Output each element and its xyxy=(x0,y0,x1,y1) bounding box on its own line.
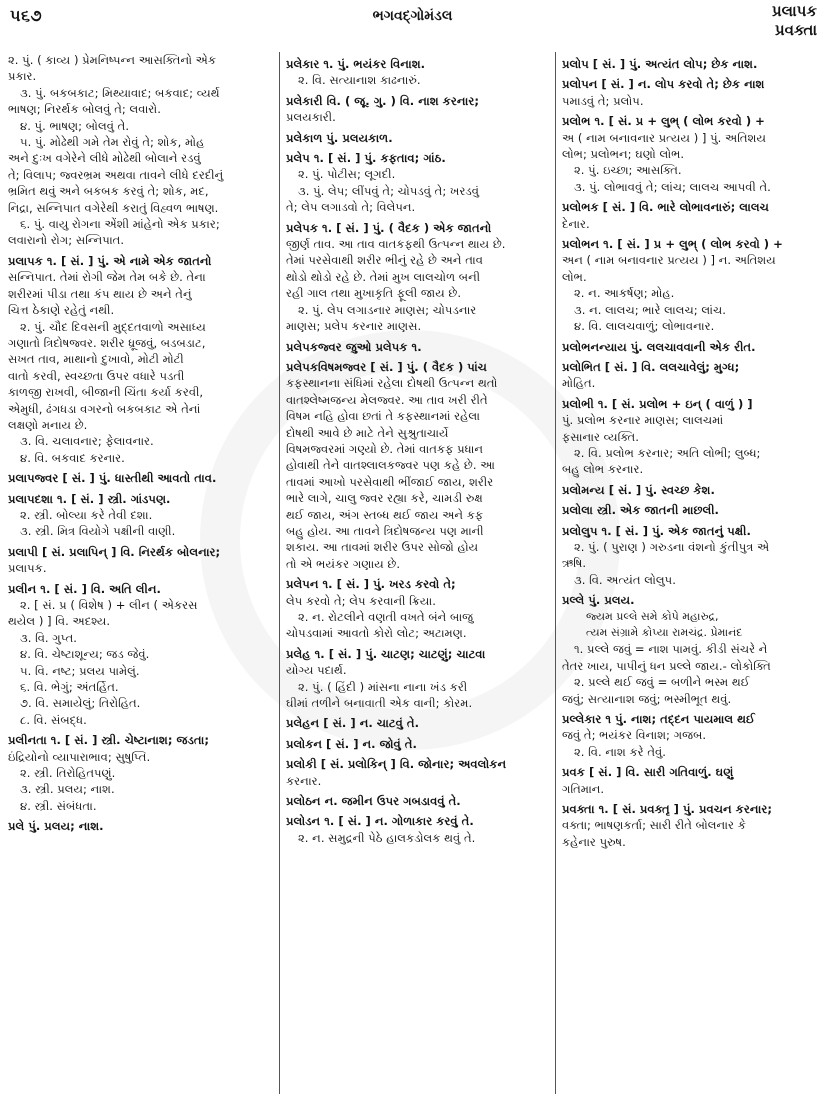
entry-headword-line: પ્રલોભ ૧. [ સં. પ્ર + લુભ્ ( લોભ કરવો ) + xyxy=(562,114,765,129)
entry-line: લક્ષણો મનાય છે. xyxy=(8,417,88,432)
entry-headword-line: પ્રલોભક [ સં. ] વિ. ભારે લોભાવનારું; લાલચ xyxy=(562,200,769,215)
guide-word-first: પ્રલાપક xyxy=(771,2,817,20)
entry-line: બહુ હોય. આ તાવને ત્રિદોષજન્ય પણ માની xyxy=(286,523,484,538)
entry-headword-line: પ્રલ્લેકાર ૧ પું. નાશ; તદ્દન પાયમાલ થઈ xyxy=(562,712,755,727)
sense-line: ૩. વિ. ચલાવનાર; ફેલાવનાર. xyxy=(20,434,154,449)
entry-headword-line: પ્રલોઠન ન. જમીન ઉપર ગબડાવવું તે. xyxy=(286,794,461,809)
entry-line: વાતશ્લેષ્મજન્ય મેલજ્વર. આ તાવ ખરી રીતે xyxy=(286,392,488,407)
entry-line: પ્રલયકારી. xyxy=(286,110,336,125)
entry-line: થઈ જાય, અંગ સ્તબ્ધ થઈ જાય અને કફ xyxy=(286,507,484,522)
entry-headword-line: પ્રલેપકજ્વર જુઓ પ્રલેપક ૧. xyxy=(286,339,422,354)
sense-line: ૧. પ્રલ્લે જવું = નાશ પામવું. કીડી સંચરે ને xyxy=(574,642,768,657)
entry-line: તેમાં પરસેવાથી શરીર ભીનું રહે છે અને તાવ xyxy=(286,253,483,268)
entry-line: અન ( નામ બનાવનાર પ્રત્યય ) ] ન. અતિશય xyxy=(562,253,776,268)
entry-headword-line: પ્રલોકી [ સં. પ્રલોકિન્ ] વિ. જોનાર; અવલોકન xyxy=(286,757,507,772)
entry-line: દેનાર. xyxy=(562,216,590,231)
dictionary-column-2 xyxy=(286,52,550,1098)
entry-line: ભાષણ; નિરર્થક બોલવું તે; લવારો. xyxy=(8,102,161,117)
sense-line: ૨. વિ. સત્યાનાશ કાઢનારું. xyxy=(298,73,421,88)
guide-words xyxy=(772,2,817,40)
entry-headword-line: પ્રલોમન્ય [ સં. ] પું. સ્વચ્છ કેશ. xyxy=(562,482,715,497)
entry-line: યોગ્ય પદાર્થ. xyxy=(286,663,347,678)
entry-headword-line: પ્રલેપ ૧. [ સં. ] પું. કફતાવ; ગાંઠ. xyxy=(286,151,446,166)
sense-line: ૩. સ્ત્રી. પ્રલય; નાશ. xyxy=(20,782,115,797)
entry-headword-line: પ્રલોભનન્યાય પું. લલચાવવાની એક રીત. xyxy=(562,339,756,354)
sense-line: ૨. સ્ત્રી. બોલ્યા કરે તેવી દશા. xyxy=(20,507,153,522)
sense-line: ૪. વિ. બકવાદ કરનાર. xyxy=(20,450,125,465)
sense-line: ૪. સ્ત્રી. સંબંધતા. xyxy=(20,798,97,813)
entry-line: મોહિત. xyxy=(562,376,596,391)
entry-headword-line: પ્રલાપજ્વર [ સં. ] પું. ધાસ્તીથી આવતો તાવ. xyxy=(8,471,217,486)
column-divider xyxy=(555,52,556,1094)
entry-headword-line: પ્રલાપી [ સં. પ્રલાપિન્ ] વિ. નિરર્થક બોલનાર; xyxy=(8,544,221,559)
entry-line: બહુ લોભ કરનાર. xyxy=(562,462,644,477)
sense-line: ૨. પું. ( હિંદી ) માંસના નાના ખંડ કરી xyxy=(298,679,468,694)
sense-line: ૨. વિ. નાશ કરે તેવું. xyxy=(574,744,666,759)
entry-headword-line: પ્રલાપદશા ૧. [ સં. ] સ્ત્રી. ગાંડપણ. xyxy=(8,491,171,506)
entry-headword-line: પ્રલીનતા ૧. [ સં. ] સ્ત્રી. ચેષ્ટાનાશ; જડતા; xyxy=(8,733,209,748)
sense-line: ૨. ન. સમુદ્રની પેઠે હાલકડોલક થવું તે. xyxy=(298,830,476,845)
entry-line: એમુધી, ઢંગધડા વગરનો બકબકાટ એ તેનાં xyxy=(8,401,201,416)
entry-line: ઘીમાં તળીને બનાવાતી એક વાની; કોરમ. xyxy=(286,696,473,711)
entry-line: જવું તે; ભયંકર વિનાશ; ગજબ. xyxy=(562,728,707,743)
entry-line: ઋષિ. xyxy=(562,556,587,571)
entry-line: લવારાનો રોગ; સન્નિપાત. xyxy=(8,233,125,248)
entry-line: ચિત્ત ઠેકાણે રહેતું નથી. xyxy=(8,303,115,318)
page-header xyxy=(0,0,825,50)
entry-line: ભ્રમિત થવું અને બકબક કરવું તે; શોક, મદ, xyxy=(8,184,209,199)
entry-headword-line: પ્રલેકાળ પું. પ્રલયકાળ. xyxy=(286,130,393,145)
entry-line: જીર્ણ તાવ. આ તાવ વાતકફથી ઉત્પન્ન થાય છે. xyxy=(286,237,506,252)
sense-line: ૨. ન. રોટલીને વણતી વખતે બંને બાજુ xyxy=(298,610,474,624)
entry-line: શરીરમાં પીડા તથા કંપ થાય છે અને તેનું xyxy=(8,286,192,301)
entry-headword-line: પ્રલેપક ૧. [ સં. ] પું. ( વૈદક ) એક જાતનો xyxy=(286,220,492,235)
entry-headword-line: પ્રલોપન [ સં. ] ન. લોપ કરવો તે; છેક નાશ xyxy=(562,77,765,92)
sense-line: ૩. ન. લાલચ; ભારે લાલચ; લાંચ. xyxy=(574,302,726,317)
entry-headword-line: પ્રલોભન ૧. [ સં. ] પ્ર + લુભ્ ( લોભ કરવો ) + xyxy=(562,237,783,252)
entry-line: સખત તાવ, માથાનો દુખાવો, મોટી મોટી xyxy=(8,352,184,367)
entry-headword-line: પ્રલેકારી વિ. ( જૂ. ગુ. ) વિ. નાશ કરનાર; xyxy=(286,93,479,108)
entry-headword-line: પ્રલે પું. પ્રલય; નાશ. xyxy=(8,819,104,834)
entry-line: અ ( નામ બનાવનાર પ્રત્યય ) ] પું. અતિશય xyxy=(562,130,766,145)
entry-line: ભારે લાગે, ચાલુ જ્વર રહ્યા કરે, ચામડી રુક્ષ xyxy=(286,491,483,506)
entry-headword-line: પ્રલોભી ૧. [ સં. પ્રલોભ + ઇન્ ( વાળું ) ] xyxy=(562,396,753,411)
entry-line: શકાય. આ તાવમાં શરીર ઉપર સોજો હોય xyxy=(286,540,479,555)
sense-line: ૨. પું. ( પુરાણ ) ગરુડના વંશનો કુંતીપુત્ર એ xyxy=(574,539,770,554)
entry-line: પ્રકાર. xyxy=(8,69,37,84)
sense-line: ૩. પું. લોભાવવું તે; લાંચ; લાલચ આપવી તે. xyxy=(574,179,771,194)
guide-word-last: પ્રવક્તા xyxy=(774,21,817,39)
entry-headword-line: પ્રલોપ [ સં. ] પું. અત્યંત લોપ; છેક નાશ. xyxy=(562,57,758,71)
entry-line: લેપ કરવો તે; લેપ કરવાની ક્રિયા. xyxy=(286,593,436,608)
entry-headword-line: પ્રલ્લે પું. પ્રલય. xyxy=(562,593,635,608)
entry-line: માણસ; પ્રલેપ કરનાર માણસ. xyxy=(286,319,422,334)
entry-line: તે; વિલાપ; જ્વરભ્રમ અથવા તાવને લીધે દરદીનું xyxy=(8,167,224,182)
sense-line: ૪. વિ. ચેષ્ટાશૂન્ય; જડ જેવું. xyxy=(20,647,150,662)
entry-headword-line: પ્રલેકાર ૧. પું. ભયંકર વિનાશ. xyxy=(286,57,426,71)
entry-line: ચોપડવામાં આવતો કોરો લોટ; અટામણ. xyxy=(286,626,467,641)
entry-line: કફસ્થાનના સંધિમાં રહેલા દોષથી ઉત્પન્ન થતો xyxy=(286,376,498,391)
entry-headword-line: પ્રલોડન ૧. [ સં. ] ન. ગોળાકાર કરવું તે. xyxy=(286,814,474,829)
entry-line: જવું; સત્યાનાશ જવું; ભસ્મીભૂત થવું. xyxy=(562,691,732,706)
entry-line: સન્નિપાત. તેમાં રોગી જેમ તેમ બકે છે. તેના xyxy=(8,270,206,285)
sense-line: ૮. વિ. સંબદ્ધ. xyxy=(20,712,87,727)
entry-headword-line: પ્રલીન ૧. [ સં. ] વિ. અતિ લીન. xyxy=(8,581,161,596)
sense-line: ૬. વિ. ભેગું; અંતર્હિત. xyxy=(20,680,119,695)
sense-line: ૩. સ્ત્રી. મિત્ર વિયોગે પક્ષીની વાણી. xyxy=(20,524,176,539)
entry-line: કહેનાર પુરુષ. xyxy=(562,834,626,849)
entry-headword-line: પ્રલેપકવિષમજ્વર [ સં. ] પું. ( વૈદક ) પાંચ xyxy=(286,359,487,374)
sense-line: ૬. પું. વાયુ રોગના એંશી માંહેનો એક પ્રકાર; xyxy=(20,217,220,232)
sense-line: ૨. પું. પોટીસ; લૂગદી. xyxy=(298,167,396,182)
sense-line: ૫. પું. મોઢેથી ગમે તેમ રોવું તે; શોક, મોહ xyxy=(20,135,205,150)
entry-line: લોભ. xyxy=(562,269,587,284)
sense-line: ૩. પું. લેપ; લીંપવું તે; ચોપડવું તે; ખરડવું xyxy=(298,183,480,198)
sense-line: ૪. પું. ભાષણ; બોલવું તે. xyxy=(20,118,130,133)
entry-line: લોભ; પ્રલોભન; ઘણો લોભ. xyxy=(562,147,685,162)
entry-line: અને દુઃખ વગેરેને લીધે મોઢેથી બોલાને રડવું xyxy=(8,151,201,166)
running-head-title: ભગવદ્ગોમંડલ xyxy=(372,8,453,24)
sense-line: ૨. પું. ચૌદ દિવસની મુદ્દતવાળો અસાધ્ય xyxy=(20,319,206,334)
entry-line: વિષમજ્વરમાં ગણ્યો છે. તેમાં વાતકફ પ્રધાન xyxy=(286,441,484,456)
entry-line: પું. પ્રલોભ કરનાર માણસ; લાલચમાં xyxy=(562,413,724,428)
entry-line: હોવાથી તેને વાતશ્લાલકજ્વર પણ કહે છે. આ xyxy=(286,458,495,473)
entry-headword-line: પ્રલોકન [ સં. ] ન. જોવું તે. xyxy=(286,736,417,751)
sense-line: ૩. પું. બકબકાટ; મિથ્યાવાદ; બકવાદ; વ્યર્થ xyxy=(20,85,220,100)
sense-line: ૨. સ્ત્રી. તિરોહિતપણું. xyxy=(20,766,116,781)
entry-line: પ્રલાપક. xyxy=(8,561,47,576)
entry-line: વિષમ નહિ હોવા છતાં તે કફસ્થાનમાં રહેલા xyxy=(286,409,480,424)
sense-line: ૨. પ્રલ્લે થઈ જવું = બળીને ભસ્મ થઈ xyxy=(574,675,750,690)
entry-line: રહી ગાલ તથા મુખાકૃતિ ફૂલી જાય છે. xyxy=(286,286,462,301)
dictionary-column-3 xyxy=(562,52,818,1098)
entry-line: તેતર ખાય, પાપીનું ધન પ્રલ્લે જાય.- લોકોક્તિ xyxy=(562,658,771,673)
dictionary-column-1 xyxy=(8,52,272,1098)
entry-headword-line: પ્રલેહન [ સં. ] ન. ચાટવું તે. xyxy=(286,716,419,731)
quotation-line: જ્યમ પ્રલ્લે સમે કોપે મહારુદ્ર, xyxy=(586,609,719,623)
sense-line: ૭. વિ. સમાયેલું; તિરોહિત. xyxy=(20,696,141,711)
entry-headword-line: પ્રલોલા સ્ત્રી. એક જાતની માછલી. xyxy=(562,503,719,518)
entry-line: તે; લેપ લગાડવો તે; વિલેપન. xyxy=(286,200,416,215)
entry-headword-line: પ્રવક્તા ૧. [ સં. પ્રવક્તૃ ] પું. પ્રવચન કરનાર; xyxy=(562,802,772,817)
entry-headword-line: પ્રલાપક ૧. [ સં. ] પું. એ નામે એક જાતનો xyxy=(8,253,212,268)
entry-line: થયેલ ) ] વિ. અદશ્ય. xyxy=(8,614,111,629)
sense-line: ૩. વિ. ગુપ્ત. xyxy=(20,630,77,645)
entry-line: વક્તા; ભાષણકર્તા; સારી રીતે બોલનાર કે xyxy=(562,818,746,833)
sense-line: ૨. [ સં. પ્ર ( વિશેષ ) + લીન ( એકરસ xyxy=(20,598,198,612)
sense-line: ૪. વિ. લાલચવાળું; લોભાવનાર. xyxy=(574,319,715,334)
entry-line: વાતો કરવી, સ્વચ્છતા ઉપર વધારે પડતી xyxy=(8,368,185,383)
sense-line: ૫. વિ. નષ્ટ; પ્રલય પામેલું. xyxy=(20,663,140,678)
column-divider xyxy=(279,52,280,1094)
entry-line: ફસાનાર વ્યક્તિ. xyxy=(562,429,639,444)
entry-line: ઇંદ્રિયોનો વ્યાપારાભાવ; સુષુપ્તિ. xyxy=(8,749,151,764)
entry-headword-line: પ્રલોલુપ ૧. [ સં. ] પું. એક જાતનું પક્ષી. xyxy=(562,523,751,538)
sense-line: ૨. પું. લેપ લગાડનાર માણસ; ચોપડનાર xyxy=(298,302,477,317)
entry-headword-line: પ્રલેહ ૧. [ સં. ] પું. ચાટણ; ચાટણું; ચાટવા xyxy=(286,646,486,661)
page-number: ૫૬૭ xyxy=(10,6,43,25)
sense-line: ૩. વિ. અત્યંત લોલુપ. xyxy=(574,572,676,587)
sense-line: ૨. ન. આકર્ષણ; મોહ. xyxy=(574,286,675,301)
entry-line: નિદ્રા, સન્નિપાત વગેરેથી કરાતું વિહ્વળ ભાષણ. xyxy=(8,200,219,215)
entry-line: થોડો થોડો રહે છે. તેમાં મુખ લાલચોળ બની xyxy=(286,269,481,284)
entry-line: તો એ ભયંકર ગણાય છે. xyxy=(286,556,401,571)
quotation-line: ત્યમ સંગ્રામે કોપ્યા રામચંદ્ર. પ્રેમાનંદ xyxy=(586,626,743,639)
entry-line: કરનાર. xyxy=(286,773,322,788)
entry-line: ૨. પું. ( કાવ્ય ) પ્રેમનિષ્પન્ન આસક્તિનો એક xyxy=(8,53,217,67)
entry-line: દોષથી આવે છે માટે તેને સુશ્રુતાચાર્યે xyxy=(286,425,449,440)
entry-headword-line: પ્રવક [ સં. ] વિ. સારી ગતિવાળું. ઘણું xyxy=(562,765,734,780)
entry-line: કાળજી રાખવી, બીજાની ચિંતા કર્યા કરવી, xyxy=(8,385,204,400)
entry-line: ગણાતો ત્રિદોષજ્વર. શરીર ધ્રૂજવું, બડબડાટ, xyxy=(8,335,206,350)
entry-line: પમાડવું તે; પ્રલોપ. xyxy=(562,93,644,108)
sense-line: ૨. વિ. પ્રલોભ કરનાર; અતિ લોભી; લુબ્ધ; xyxy=(574,445,761,460)
entry-line: ગતિમાન. xyxy=(562,781,605,796)
sense-line: ૨. પું. ઇચ્છા; આસક્તિ. xyxy=(574,163,682,178)
entry-headword-line: પ્રલોભિત [ સં. ] વિ. લલચાવેલું; મુગ્ધ; xyxy=(562,359,740,374)
entry-line: તાવમાં આખો પરસેવાથી ભીંજાઈ જાય, શરીર xyxy=(286,474,494,489)
entry-headword-line: પ્રલેપન ૧. [ સં. ] પું. ખરડ કરવો તે; xyxy=(286,577,456,592)
